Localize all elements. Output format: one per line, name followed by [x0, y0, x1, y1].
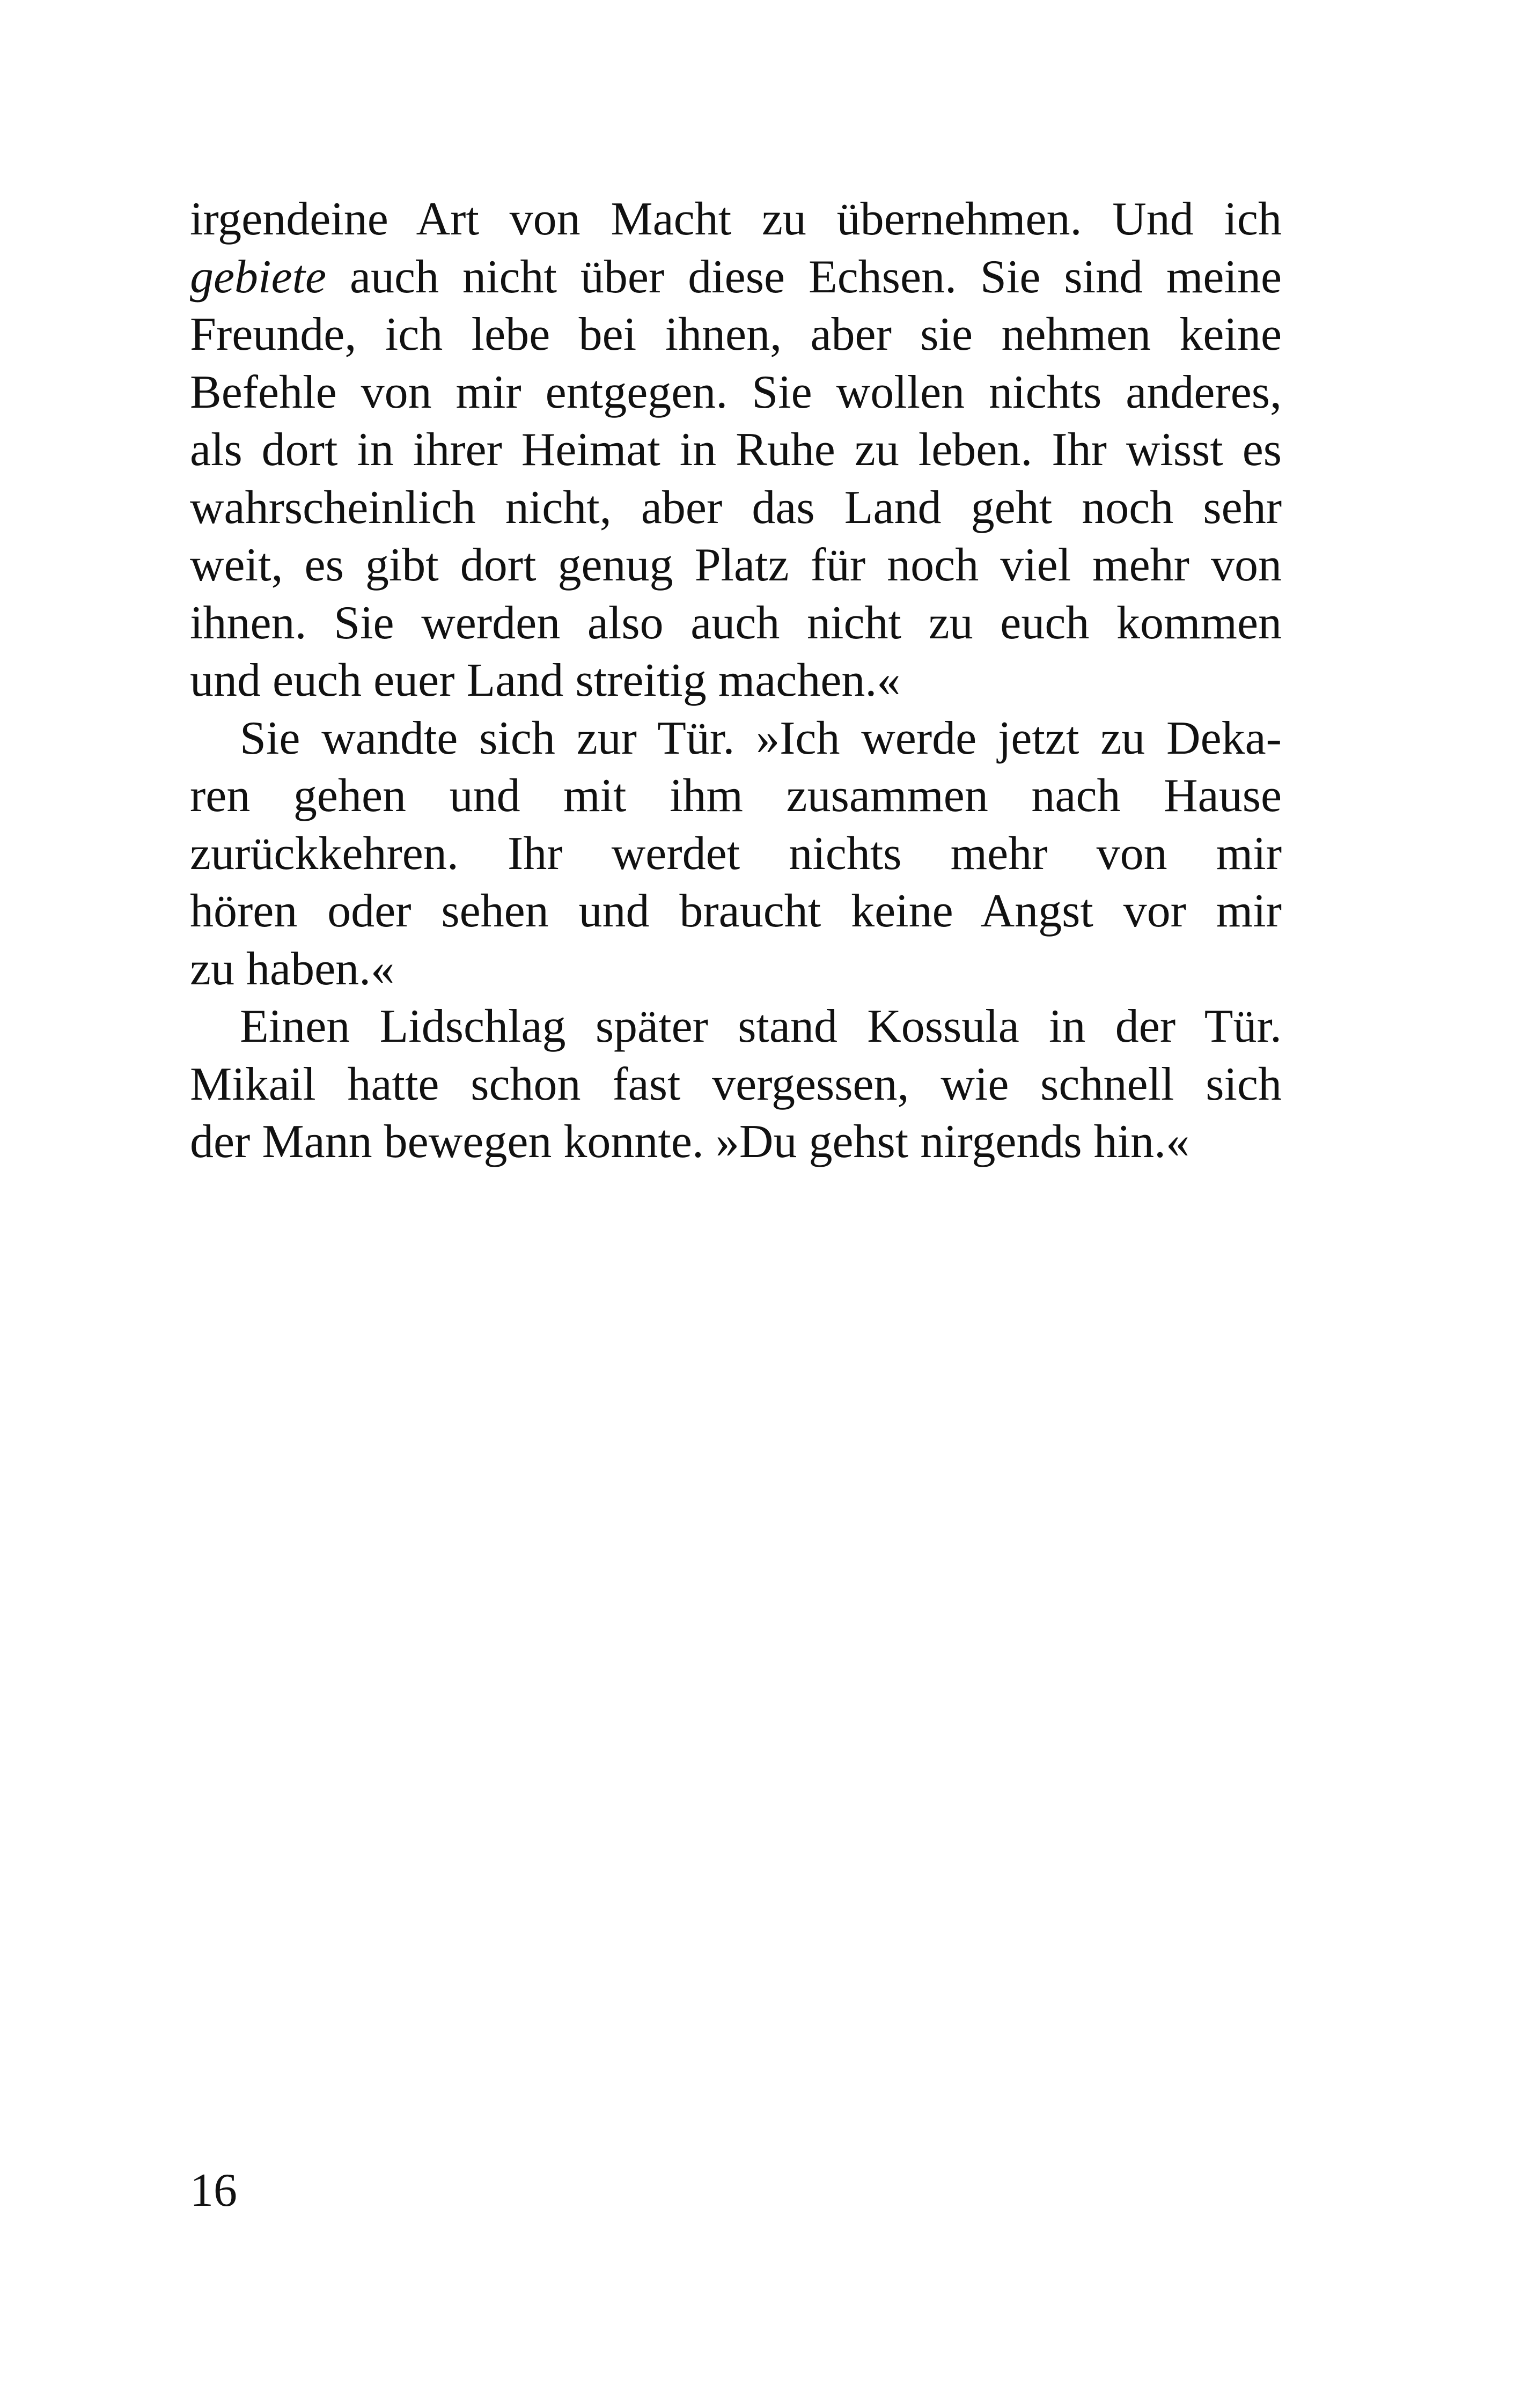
text-line: Einen Lidschlag später stand Kossula in der Tür. [240, 1000, 1282, 1052]
text-line: Freunde, ich lebe bei ihnen, aber sie nehmen keine [190, 308, 1282, 360]
text-line: und euch euer Land streitig machen.« [190, 654, 901, 706]
text-line: gebiete auch nicht über diese Echsen. Sie sind meine [190, 251, 1282, 303]
text-line: zurückkehren. Ihr werdet nichts mehr von mir [190, 827, 1282, 880]
text-line: Sie wandte sich zur Tür. »Ich werde jetzt zu Deka- [240, 712, 1282, 764]
text-line: ihnen. Sie werden also auch nicht zu euch kommen [190, 597, 1282, 649]
text-line: irgendeine Art von Macht zu übernehmen. Und ich [190, 193, 1282, 245]
page-number: 16 [190, 2164, 237, 2216]
text-line: weit, es gibt dort genug Platz für noch viel mehr von [190, 539, 1282, 591]
text-line: Befehle von mir entgegen. Sie wollen nichts anderes, [190, 366, 1282, 418]
text-line: der Mann bewegen konnte. »Du gehst nirgends hin.« [190, 1116, 1190, 1168]
text-line: als dort in ihrer Heimat in Ruhe zu leben. Ihr wisst es [190, 424, 1282, 476]
text-line: ren gehen und mit ihm zusammen nach Hause [190, 770, 1282, 822]
body-text [190, 190, 1282, 1171]
text-line: zu haben.« [190, 942, 395, 995]
text-line: Mikail hatte schon fast vergessen, wie schnell sich [190, 1058, 1282, 1110]
text-line: wahrscheinlich nicht, aber das Land geht noch sehr [190, 481, 1282, 534]
emphasis: gebiete [190, 251, 327, 303]
text-line: hören oder sehen und braucht keine Angst vor mir [190, 885, 1282, 937]
